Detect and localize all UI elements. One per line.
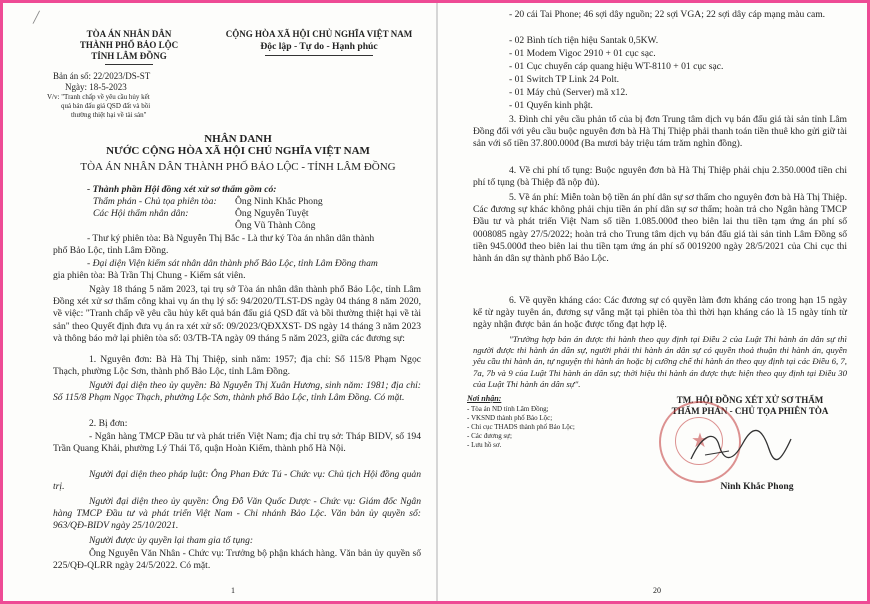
- case-number: Bản án số: 22/2023/DS-ST: [53, 71, 151, 81]
- juror-1: Ông Nguyễn Tuyệt: [235, 208, 309, 219]
- recipients-label: Nơi nhận:: [467, 394, 502, 403]
- heading-country: NƯỚC CỘNG HÒA XÃ HỘI CHỦ NGHĨA VIỆT NAM: [106, 145, 370, 157]
- juror-2: Ông Vũ Thành Công: [235, 220, 316, 231]
- intro-paragraph: Ngày 18 tháng 5 năm 2023, tại trụ sở Tòa án nhân dân thành phố Bảo Lộc, tỉnh Lâm Đồng xét xử sơ thẩm công khai vụ án thụ lý số: 94/2020/TLST-DS ngày 04 tháng 8 năm 2020, về việc: "Tranh chấp về yêu cầu hủy kết quả bán đấu giá QSD đất và bồi thường thiệt hại về tài sản" theo Quyết định đưa vụ án ra xét xử số: 09/2023/QĐXXST- DS ngày 14 tháng 3 năm 2023 và thông báo mở lại phiên tòa số: 03/TB-TA ngày 09 tháng 5 năm 2023, giữa các đương sự:: [53, 284, 421, 344]
- heading-in-the-name: NHÂN DANH: [204, 133, 272, 145]
- case-subject-3: thường thiệt hại về tài sản": [71, 111, 147, 119]
- paragraph-3: 3. Đình chỉ yêu cầu phản tố của bị đơn Trung tâm dịch vụ bán đấu giá tài sản tỉnh Lâm Đồng đối với yêu cầu buộc nguyên đơn bà Hà Thị Thiệp phải thanh toán tiền thuê kho gửi giữ tài sản với số tiền 37.800.000đ (Ba mươi bảy triệu tám trăm nghìn đồng).: [473, 114, 847, 150]
- list-item: - 01 Modem Vigoc 2910 + 01 cục sạc.: [509, 48, 656, 59]
- country-name: CỘNG HÒA XÃ HỘI CHỦ NGHĨA VIỆT NAM: [225, 29, 413, 39]
- sign-title-1: TM. HỘI ĐỒNG XÉT XỬ SƠ THẨM: [676, 395, 824, 405]
- motto-underline: [265, 55, 373, 56]
- signature-scribble: [685, 425, 795, 471]
- legal-rep-paragraph: Người đại diện theo pháp luật: Ông Phan Đức Tú - Chức vụ: Chủ tịch Hội đồng quản trị.: [53, 469, 421, 493]
- jurors-label: Các Hội thẩm nhân dân:: [93, 208, 189, 219]
- judge-name: Ông Ninh Khắc Phong: [235, 196, 323, 207]
- list-item: - 01 Switch TP Link 24 Polt.: [509, 74, 620, 85]
- list-item: - 02 Bình tích tiện hiệu Santak 0,5KW.: [509, 35, 659, 46]
- court-name-3: TỈNH LÂM ĐỒNG: [91, 51, 167, 61]
- court-name-1: TÒA ÁN NHÂN DÂN: [86, 29, 172, 39]
- plaintiff-rep-paragraph: Người đại diện theo ủy quyền: Bà Nguyễn Thị Xuân Hương, sinh năm: 1981; địa chỉ: Số 115/8 Phạm Ngọc Thạch, phường Lộc Sơn, thành phố Bảo Lộc, tỉnh Lâm Đồng. Có mặt.: [53, 380, 421, 404]
- country-motto: Độc lập - Tự do - Hạnh phúc: [260, 41, 378, 52]
- paragraph-6: 6. Về quyền kháng cáo: Các đương sự có quyền làm đơn kháng cáo trong hạn 15 ngày kể từ ngày tuyên án, đương sự vắng mặt tại phiên tòa thì thời hạn kháng cáo là 15 ngày tính từ ngày nhận được bản án hoặc được tống đạt hợp lệ.: [473, 295, 847, 331]
- auth-rep-paragraph: Người đại diện theo ủy quyền: Ông Đỗ Văn Quốc Dược - Chức vụ: Giám đốc Ngân hàng TMCP Đầu tư và phát triển Việt Nam - Chi nhánh Bảo Lộc. Văn bản ủy quyền số: 963/QĐ-BIDV ngày 25/10/2021.: [53, 496, 421, 532]
- list-item: - 01 Máy chủ (Server) mã x12.: [509, 87, 628, 98]
- list-item: - 20 cái Tai Phone; 46 sợi dây nguồn; 22 sợi VGA; 22 sợi dây cáp mạng màu cam.: [509, 9, 826, 20]
- procurator-line-1: - Đại diện Viện kiểm sát nhân dân thành phố Bảo Lộc, tỉnh Lâm Đồng tham: [87, 258, 378, 269]
- judge-label: Thẩm phán - Chủ tọa phiên tòa:: [93, 196, 217, 207]
- sub-auth-label: Người được ủy quyền lại tham gia tố tụng:: [89, 535, 254, 546]
- procurator-line-2: gia phiên tòa: Bà Trần Thị Chung - Kiểm sát viên.: [53, 270, 246, 281]
- case-date: Ngày: 18-5-2023: [65, 82, 127, 92]
- document-spread: [3, 3, 867, 601]
- court-underline: [105, 64, 153, 65]
- case-subject-1: V/v: "Tranh chấp về yêu cầu hủy kết: [47, 93, 150, 101]
- court-name-2: THÀNH PHỐ BẢO LỘC: [79, 40, 179, 50]
- case-subject-2: quả bán đấu giá QSD đất và bồi: [61, 102, 151, 110]
- recipient-item: - Lưu hồ sơ.: [467, 441, 502, 449]
- panel-title: - Thành phần Hội đồng xét xử sơ thẩm gồm có:: [87, 184, 277, 195]
- right-page: [437, 3, 867, 601]
- recipient-item: - Các đương sự;: [467, 432, 512, 440]
- quote-paragraph: "Trường hợp bản án được thi hành theo quy định tại Điều 2 của Luật Thi hành án dân sự thì người được thi hành án dân sự, người phải thi hành án dân sự có quyền thoả thuận thi hành án, quyền yêu cầu thi hành án, tự nguyện thi hành án hoặc bị cưỡng chế thi hành án theo quy định tại các Điều 6, 7, 7a, 7b và 9 của Luật Thi hành án dân sự; thời hiệu thi hành án được thực hiện theo quy định tại Điều 30 của Luật Thi hành án dân sự".: [473, 334, 847, 389]
- defendant-paragraph: - Ngân hàng TMCP Đầu tư và phát triển Việt Nam; địa chỉ trụ sở: Tháp BIDV, số 194 Trần Quang Khải, phường Lý Thái Tổ, quận Hoàn Kiếm, thành phố Hà Nội.: [53, 431, 421, 455]
- recipient-item: - Tòa án ND tỉnh Lâm Đồng;: [467, 405, 549, 413]
- list-item: - 01 Quyển kinh phật.: [509, 100, 593, 111]
- paragraph-5: 5. Về án phí: Miễn toàn bộ tiền án phí dân sự sơ thẩm cho nguyên đơn bà Hà Thị Thiệp. Các đương sự khác không phải chịu tiền án phí dân sự sơ thẩm; hoàn trả cho Ngân hàng TMCP Đầu tư và phát triển Việt Nam số tiền 1.085.000đ theo biên lai thu tiền tạm ứng án phí số 0008085 ngày 27/5/2022; hoàn trả cho Trung tâm dịch vụ bán đấu giá tài sản tỉnh Lâm Đồng số tiền 945.000đ theo biên lai thu tiền tạm ứng án phí số 0019200 ngày 28/5/2021 của Chi cục thi hành án dân sự thành phố Bảo Lộc.: [473, 192, 847, 265]
- court-seal: ★: [659, 401, 741, 483]
- corner-mark: ╱: [33, 12, 40, 24]
- clerk-line-1: - Thư ký phiên tòa: Bà Nguyễn Thị Bắc - Là thư ký Tòa án nhân dân thành: [87, 233, 375, 244]
- paragraph-4: 4. Về chi phí tố tụng: Buộc nguyên đơn bà Hà Thị Thiệp phải chịu 2.350.000đ tiền chi phí tố tụng (bà Thiệp đã nộp đủ).: [473, 165, 847, 189]
- heading-court: TÒA ÁN NHÂN DÂN THÀNH PHỐ BẢO LỘC - TỈNH LÂM ĐỒNG: [80, 161, 396, 173]
- list-item: - 01 Cục chuyển cáp quang hiệu WT-8110 + 01 cục sạc.: [509, 61, 724, 72]
- recipient-item: - VKSND thành phố Bảo Lộc;: [467, 414, 553, 422]
- left-page: [3, 3, 437, 601]
- clerk-line-2: phố Bảo Lộc, tỉnh Lâm Đồng.: [53, 245, 169, 256]
- plaintiff-paragraph: 1. Nguyên đơn: Bà Hà Thị Thiệp, sinh năm: 1957; địa chỉ: Số 115/8 Phạm Ngọc Thạch, phường Lộc Sơn, thành phố Bảo Lộc, tỉnh Lâm Đồng.: [53, 354, 421, 378]
- sub-auth-paragraph: Ông Nguyễn Văn Nhân - Chức vụ: Trưởng bộ phận khách hàng. Văn bản ủy quyền số 225/QĐ-QLRR ngày 24/5/2022. Có mặt.: [53, 548, 421, 572]
- defendant-label: 2. Bị đơn:: [89, 418, 128, 429]
- signer-name: Ninh Khắc Phong: [720, 481, 794, 492]
- sign-title-2: THẨM PHÁN - CHỦ TỌA PHIÊN TÒA: [671, 406, 829, 416]
- page-number-left: 1: [231, 586, 235, 595]
- page-number-right: 20: [653, 586, 661, 595]
- recipient-item: - Chi cục THADS thành phố Bảo Lộc;: [467, 423, 575, 431]
